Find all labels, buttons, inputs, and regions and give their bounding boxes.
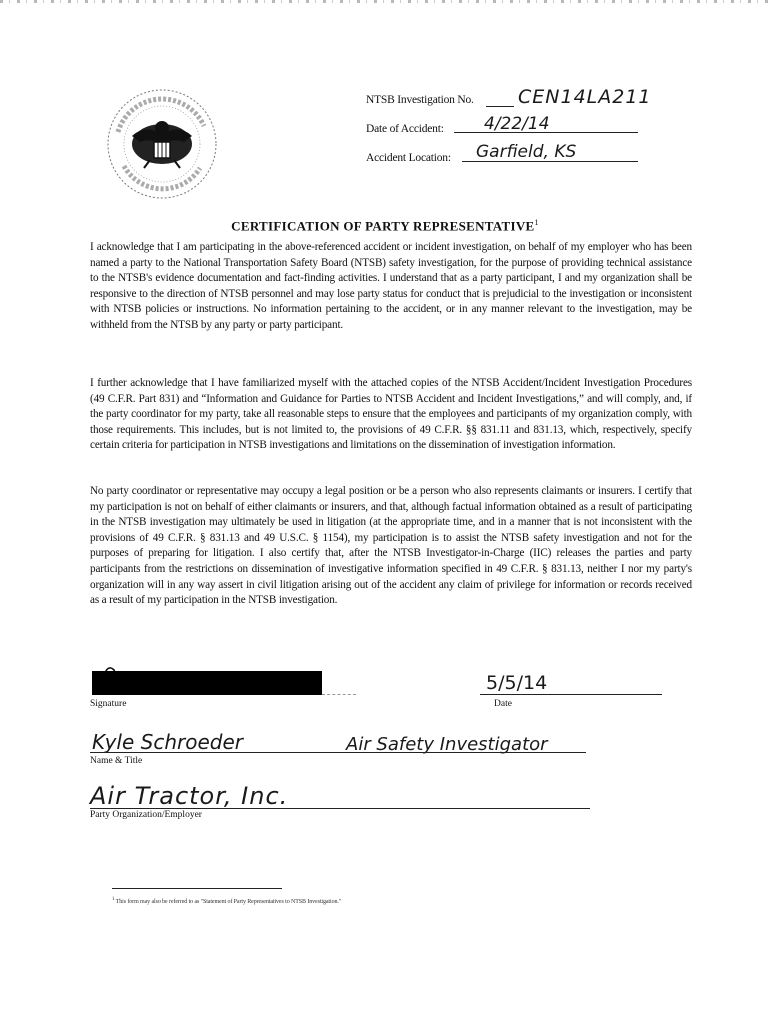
investigation-number-line xyxy=(486,106,514,107)
signature-line xyxy=(322,694,356,695)
signature-date-label: Date xyxy=(494,699,512,709)
accident-date-label: Date of Accident: xyxy=(366,123,444,135)
signature-label: Signature xyxy=(90,699,127,709)
party-organization-value: Air Tractor, Inc. xyxy=(90,782,289,810)
representative-title: Air Safety Investigator xyxy=(346,734,548,755)
representative-name: Kyle Schroeder xyxy=(92,730,243,754)
investigation-number-label: NTSB Investigation No. xyxy=(366,94,474,106)
footnote-text: This form may also be referred to as "Statement of Party Representatives to NTSB Investigation." xyxy=(115,899,342,905)
paragraph-certification: No party coordinator or representative may occupy a legal position or be a person who also represents claimants or insurers. I certify that my participation is not on behalf of either claimants or insurers, and that, although factual information obtained as a result of participating in the NTSB investigation may ultimately be used in litigation (at the appropriate time, and in a manner that is not inconsistent with the provisions of 49 C.F.R. § 831.13 and 49 U.S.C. § 1154), my participation is to assist the NTSB safety investigation and not for the purposes of preparing for litigation. I also certify that, after the NTSB Investigator-in-Charge (IIC) releases the parties and party participants from the restrictions on dissemination of investigative information specified in 49 C.F.R. § 831.13, neither I nor my party's organization will in any way assert in civil litigation arising out of the accident any claim of privilege for information or records received as a result of my participation in the NTSB investigation. xyxy=(90,485,692,607)
scan-noise xyxy=(0,0,770,3)
title-footnote-marker: 1 xyxy=(534,218,539,227)
signature-redaction xyxy=(92,671,322,695)
paragraph-procedures: I further acknowledge that I have familiarized myself with the attached copies of the NTSB Accident/Incident Investigation Procedures (49 C.F.R. Part 831) and “Information and Guidance for Parties to NTSB Accident and Incident Investigations,” and will comply, and, if the party coordinator for my party, take all reasonable steps to ensure that the employees and participants of my organization comply, with those requirements. This includes, but is not limited to, the provisions of 49 C.F.R. §§ 831.11 and 831.13, which, respectively, specify certain criteria for participation in NTSB investigations and limitations on the dissemination of investigation information. xyxy=(90,377,692,452)
investigation-number-value: CEN14LA211 xyxy=(518,86,652,108)
signature-date-value: 5/5/14 xyxy=(486,672,548,694)
footnote-separator xyxy=(112,888,282,889)
accident-date-value: 4/22/14 xyxy=(484,114,550,134)
document-title-text: CERTIFICATION OF PARTY REPRESENTATIVE xyxy=(231,218,535,234)
ntsb-seal-logo xyxy=(104,86,220,202)
footnote xyxy=(112,897,341,905)
party-organization-line xyxy=(90,808,590,809)
name-title-label: Name & Title xyxy=(90,756,143,766)
footnote-marker: 1 xyxy=(112,897,115,902)
accident-location-value: Garfield, KS xyxy=(476,142,577,162)
party-organization-label: Party Organization/Employer xyxy=(90,810,202,820)
name-title-line xyxy=(90,752,586,753)
accident-location-label: Accident Location: xyxy=(366,152,451,164)
paragraph-acknowledgement: I acknowledge that I am participating in the above-referenced accident or incident investigation, on behalf of my employer who has been named a party to the National Transportation Safety Board (NTSB) safety investigation, for the purpose of providing technical assistance to the NTSB's evidence documentation and fact-finding activities. I understand that as a party participant, I and my organization shall be responsive to the direction of NTSB personnel and may lose party status for conduct that is prejudicial to the investigation or inconsistent with NTSB policies or instructions. No information pertaining to the accident, or in any manner relevant to the investigation, may be withheld from the NTSB by any party or party participant. xyxy=(90,241,692,331)
document-title xyxy=(0,218,770,234)
signature-date-line xyxy=(480,694,662,695)
